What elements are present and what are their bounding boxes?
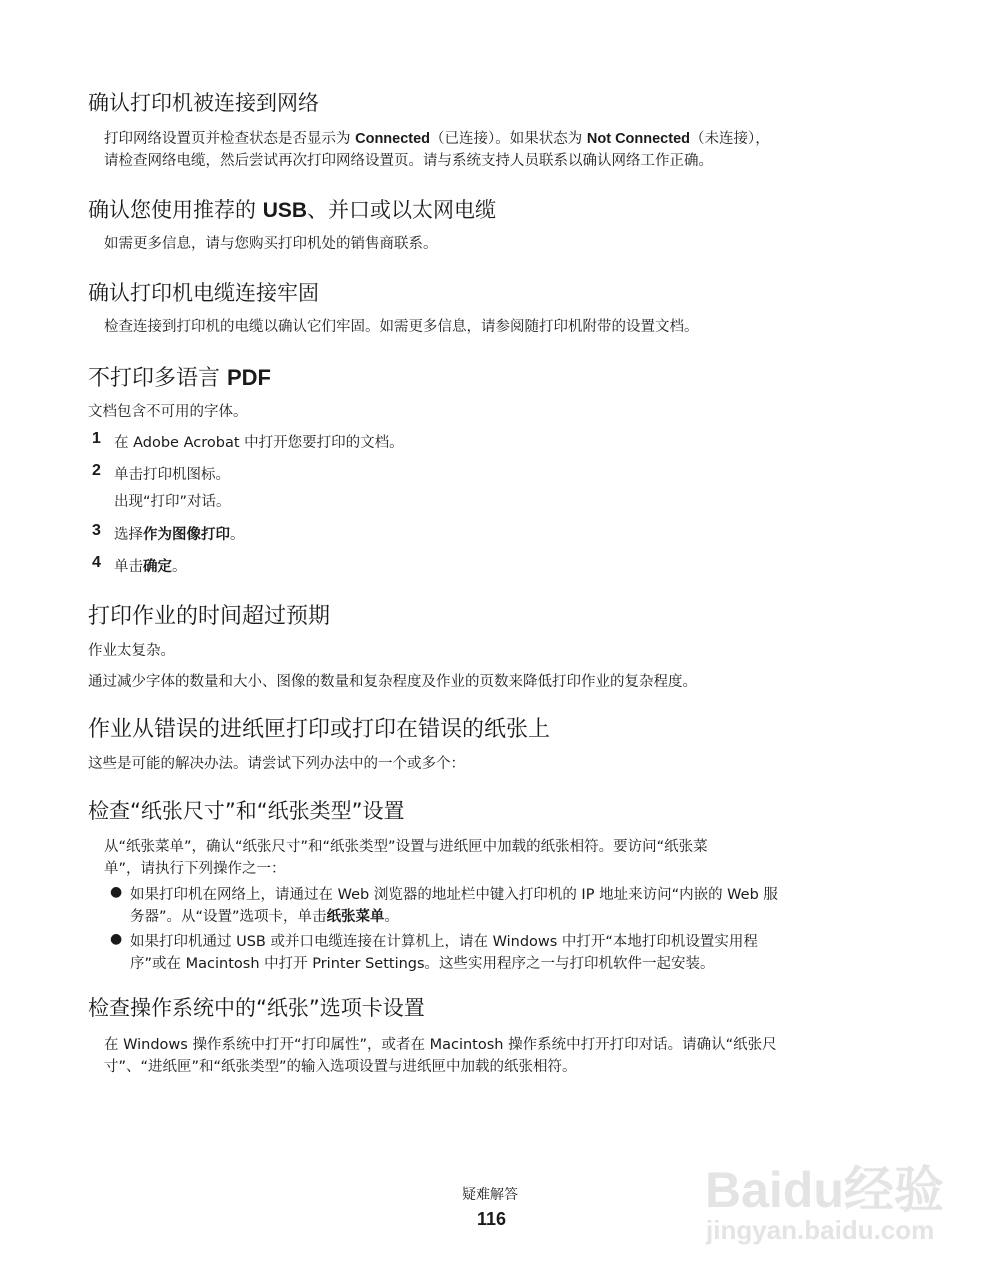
paragraph: 单”，请执行下列操作之一： (104, 861, 286, 877)
heading-os-paper-tab: 检查操作系统中的“纸张”选项卡设置 (88, 996, 425, 1020)
paragraph: 文档包含不可用的字体。 (88, 404, 248, 420)
heading-cable: 确认您使用推荐的 USB、并口或以太网电缆 (88, 198, 497, 222)
step-number: 4 (92, 554, 101, 571)
heading-pdf: 不打印多语言 PDF (88, 365, 271, 391)
paragraph: 如需更多信息，请与您购买打印机处的销售商联系。 (104, 236, 438, 252)
paragraph: 检查连接到打印机的电缆以确认它们牢固。如需更多信息，请参阅随打印机附带的设置文档。 (104, 319, 699, 335)
bullet-text: 如果打印机通过 USB 或并口电缆连接在计算机上，请在 Windows 中打开“本地打印机设置实用程 (130, 934, 758, 950)
step-number: 2 (92, 462, 101, 479)
paragraph: 作业太复杂。 (88, 643, 175, 659)
step-subtext: 出现“打印”对话。 (114, 494, 231, 510)
paragraph: 在 Windows 操作系统中打开“打印属性”，或者在 Macintosh 操作系统中打开打印对话。请确认“纸张尺 (104, 1037, 777, 1053)
heading-paper-settings: 检查“纸张尺寸”和“纸张类型”设置 (88, 799, 405, 823)
bullet-text: 如果打印机在网络上，请通过在 Web 浏览器的地址栏中键入打印机的 IP 地址来访问“内嵌的 Web 服 (130, 887, 778, 903)
step-number: 3 (92, 522, 101, 539)
step-number: 1 (92, 430, 101, 447)
bullet-icon: ● (110, 931, 123, 947)
page-number: 116 (477, 1209, 507, 1229)
heading-slow-print: 打印作业的时间超过预期 (88, 604, 331, 629)
paragraph: 寸”、“进纸匣”和“纸张类型”的输入选项设置与进纸匣中加载的纸张相符。 (104, 1059, 577, 1075)
paragraph: 打印网络设置页并检查状态是否显示为 Connected（已连接）。如果状态为 Not Connected（未连接）， (104, 131, 770, 147)
step-text: 选择作为图像打印。 (114, 527, 245, 543)
step-text: 在 Adobe Acrobat 中打开您要打印的文档。 (114, 435, 404, 451)
bullet-text: 务器”。从“设置”选项卡，单击纸张菜单。 (130, 909, 400, 925)
paragraph: 这些是可能的解决办法。请尝试下列办法中的一个或多个： (88, 756, 465, 772)
bullet-icon: ● (110, 884, 123, 900)
heading-check-network: 确认打印机被连接到网络 (88, 91, 319, 115)
paragraph: 通过减少字体的数量和大小、图像的数量和复杂程度及作业的页数来降低打印作业的复杂程度。 (88, 674, 697, 690)
paragraph: 请检查网络电缆，然后尝试再次打印网络设置页。请与系统支持人员联系以确认网络工作正确。 (104, 153, 713, 169)
watermark-logo: Baidu经验 (705, 1162, 944, 1218)
step-text: 单击打印机图标。 (114, 467, 230, 483)
step-text: 单击确定。 (114, 559, 187, 575)
heading-wrong-tray: 作业从错误的进纸匣打印或打印在错误的纸张上 (88, 717, 551, 742)
footer-chapter: 疑难解答 (462, 1187, 518, 1203)
heading-cable-secure: 确认打印机电缆连接牢固 (88, 281, 319, 305)
watermark-url: jingyan.baidu.com (706, 1215, 935, 1245)
bullet-text: 序”或在 Macintosh 中打开 Printer Settings。这些实用程序之一与打印机软件一起安装。 (130, 956, 715, 972)
paragraph: 从“纸张菜单”，确认“纸张尺寸”和“纸张类型”设置与进纸匣中加载的纸张相符。要访问“纸张菜 (104, 839, 708, 855)
